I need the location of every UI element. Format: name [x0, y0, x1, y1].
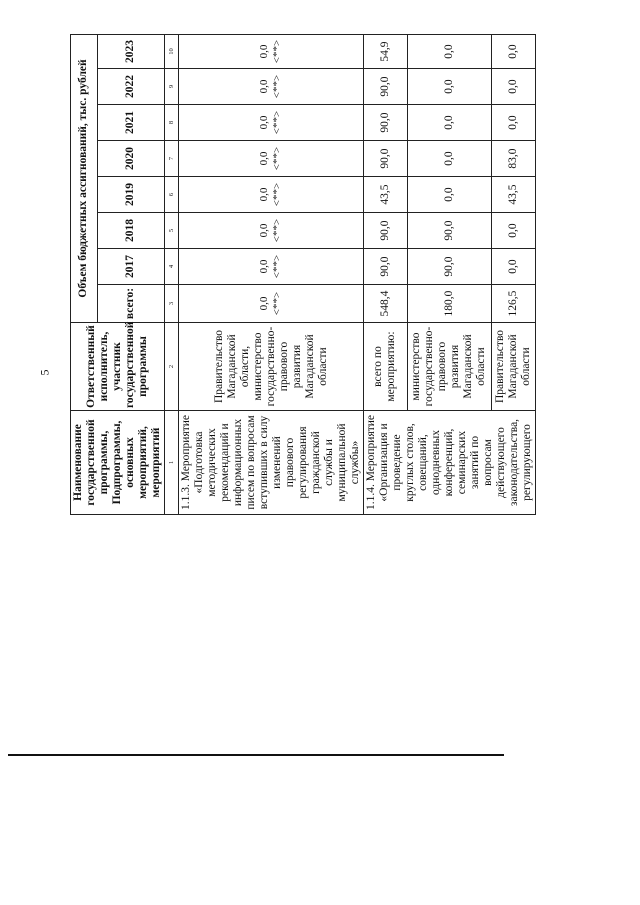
row-value: 90,0	[364, 249, 408, 285]
header-executor: Ответственный исполнитель, участник государственной программы	[71, 323, 165, 411]
col-number: 7	[165, 141, 179, 177]
row-value: 0,0 <**>	[179, 35, 364, 69]
row-value: 0,0 <**>	[179, 141, 364, 177]
row-value: 0,0 <**>	[179, 213, 364, 249]
row-value: 0,0 <**>	[179, 285, 364, 323]
header-year: 2020	[97, 141, 165, 177]
column-number-row	[165, 35, 179, 515]
header-total: всего:	[97, 285, 165, 323]
row-value: 90,0	[364, 213, 408, 249]
col-number: 5	[165, 213, 179, 249]
row-executor: министерство государственно-правового развития Магаданской области	[407, 323, 491, 411]
header-year: 2019	[97, 177, 165, 213]
row-value: 0,0	[407, 105, 491, 141]
table-row	[179, 35, 364, 515]
col-number: 1	[165, 411, 179, 515]
header-year: 2023	[97, 35, 165, 69]
row-value: 90,0	[364, 141, 408, 177]
rotated-table-wrapper	[70, 35, 533, 515]
row-value: 0,0	[492, 213, 536, 249]
col-number: 6	[165, 177, 179, 213]
row-value: 90,0	[407, 213, 491, 249]
col-number: 4	[165, 249, 179, 285]
page-number: 5	[37, 369, 52, 376]
row-value: 43,5	[364, 177, 408, 213]
row-executor: всего по мероприятию:	[364, 323, 408, 411]
row-value: 0,0	[492, 69, 536, 105]
row-value: 0,0	[407, 35, 491, 69]
row-value: 126,5	[492, 285, 536, 323]
row-value: 0,0	[492, 35, 536, 69]
row-value: 90,0	[407, 249, 491, 285]
row-value: 0,0 <**>	[179, 177, 364, 213]
page-separator-line	[8, 754, 504, 756]
header-year: 2022	[97, 69, 165, 105]
row-value: 0,0	[492, 105, 536, 141]
table-row	[364, 35, 408, 515]
row-value: 180,0	[407, 285, 491, 323]
row-name: 1.1.4. Мероприятие «Организация и проведение круглых столов, совещаний, однодневных конференций, семинарских занятий по вопросам действующего законодательства, регулирующего	[364, 411, 536, 515]
col-number: 10	[165, 35, 179, 69]
row-value: 0,0	[407, 177, 491, 213]
row-value: 0,0	[407, 69, 491, 105]
row-value: 548,4	[364, 285, 408, 323]
col-number: 3	[165, 285, 179, 323]
col-number: 9	[165, 69, 179, 105]
header-year: 2021	[97, 105, 165, 141]
row-executor: Правительство Магаданской области	[492, 323, 536, 411]
row-value: 0,0 <**>	[179, 249, 364, 285]
header-name: Наименование государственной программы, Подпрограммы, основных мероприятий, мероприятий	[71, 411, 165, 515]
row-value: 0,0	[407, 141, 491, 177]
row-value: 0,0 <**>	[179, 105, 364, 141]
header-budget: Объем бюджетных ассигнований, тыс. рублей	[71, 35, 98, 323]
row-value: 83,0	[492, 141, 536, 177]
row-name: 1.1.3. Мероприятие «Подготовка методических рекомендаций и информационных писем по вопросам вступивших в силу изменений правового регулирования гражданской службы и муниципальной службы»	[179, 411, 364, 515]
row-value: 90,0	[364, 105, 408, 141]
row-value: 0,0	[492, 249, 536, 285]
header-year: 2018	[97, 213, 165, 249]
row-value: 0,0 <**>	[179, 69, 364, 105]
row-executor: Правительство Магаданской области, министерство государственно-правового развития Магаданской области	[179, 323, 364, 411]
row-value: 90,0	[364, 69, 408, 105]
col-number: 8	[165, 105, 179, 141]
header-year: 2017	[97, 249, 165, 285]
col-number: 2	[165, 323, 179, 411]
row-value: 43,5	[492, 177, 536, 213]
row-value: 54,9	[364, 35, 408, 69]
budget-table	[70, 34, 536, 515]
